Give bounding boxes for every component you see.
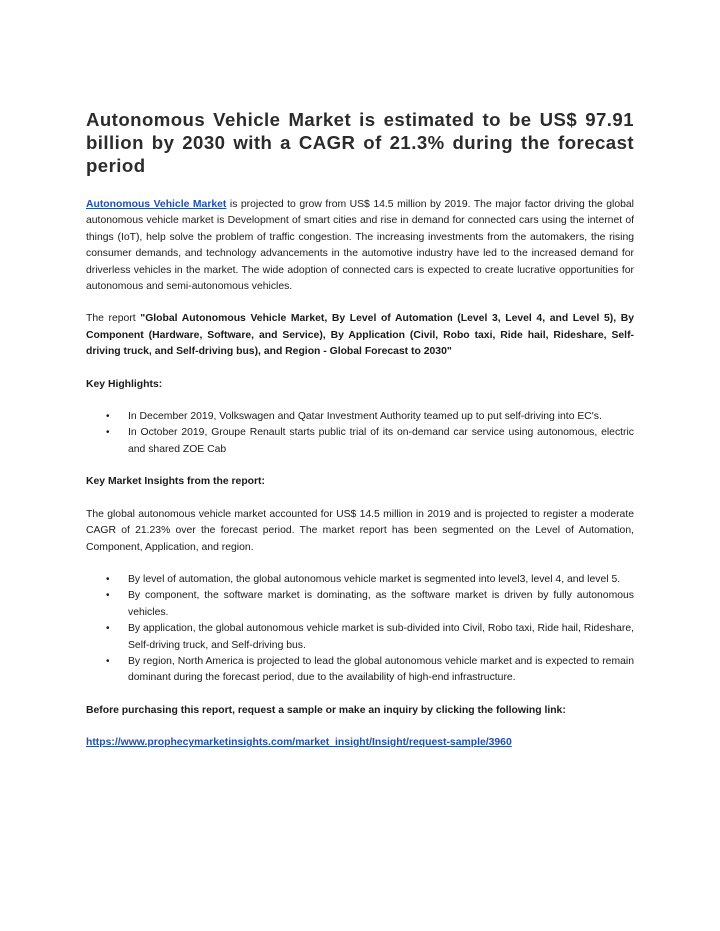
cta-url-line [86, 735, 634, 751]
bullet-icon: • [106, 573, 110, 585]
intro-paragraph [86, 197, 634, 295]
report-prefix: The report [86, 313, 141, 325]
bullet-icon: • [106, 427, 110, 439]
insights-heading: Key Market Insights from the report: [86, 476, 265, 488]
list-item [106, 425, 634, 458]
list-item [106, 654, 634, 687]
intro-text: is projected to grow from US$ 14.5 million by 2019. The major factor driving the global autonomous vehicle market is Development of smart cities and rise in demand for connected cars using the internet of things (IoT), help solve the problem of traffic congestion. The increasing investments from the automakers, the rising consumer demands, and technology advancements in the automotive industry have led to the increased demand for driverless vehicles in the market. The wide adoption of connected cars is expected to create lucrative opportunities for autonomous and semi-autonomous vehicles. [86, 199, 634, 293]
bullet-icon: • [106, 590, 110, 602]
request-sample-link[interactable]: https://www.prophecymarketinsights.com/market_insight/Insight/request-sample/3960 [86, 737, 512, 749]
market-link[interactable]: Autonomous Vehicle Market [86, 199, 227, 210]
list-item-text: In December 2019, Volkswagen and Qatar Investment Authority teamed up to put self-driving into EC's. [128, 411, 602, 423]
list-item [106, 621, 634, 654]
insights-list [86, 572, 634, 687]
bullet-icon: • [106, 623, 110, 635]
cta-text: Before purchasing this report, request a sample or make an inquiry by clicking the following link: [86, 704, 566, 716]
list-item [106, 588, 634, 621]
list-item-text: By component, the software market is dominating, as the software market is driven by fully autonomous vehicles. [128, 590, 634, 618]
list-item [106, 409, 634, 425]
report-title: "Global Autonomous Vehicle Market, By Level of Automation (Level 3, Level 4, and Level 5), By Component (Hardware, Software, and Service), By Application (Civil, Robo taxi, Ride hail, Rideshare, Self-driving truck, and Self-driving bus), and Region - Global Forecast to 2030" [86, 313, 634, 358]
bullet-icon: • [106, 655, 110, 667]
list-item-text: In October 2019, Groupe Renault starts public trial of its on-demand car service using autonomous, electric and shared ZOE Cab [128, 427, 634, 455]
list-item-text: By level of automation, the global autonomous vehicle market is segmented into level3, level 4, and level 5. [128, 573, 621, 585]
report-paragraph [86, 311, 634, 360]
list-item-text: By region, North America is projected to lead the global autonomous vehicle market and is expected to remain dominant during the forecast period, due to the availability of high-end infrastructure. [128, 655, 634, 684]
list-item-text: By application, the global autonomous vehicle market is sub-divided into Civil, Robo taxi, Ride hail, Rideshare, Self-driving truck, and Self-driving bus. [128, 623, 634, 651]
document-title: Autonomous Vehicle Market is estimated to be US$ 97.91 billion by 2030 with a CAGR of 21.3% during the forecast period [86, 109, 634, 176]
key-highlights-heading: Key Highlights: [86, 378, 163, 390]
key-highlights-list [86, 409, 634, 458]
list-item [106, 572, 634, 588]
insights-paragraph: The global autonomous vehicle market accounted for US$ 14.5 million in 2019 and is projected to register a moderate CAGR of 21.23% over the forecast period. The market report has been segmented on the Level of Automation, Component, Application, and region. [86, 508, 634, 553]
bullet-icon: • [106, 411, 110, 423]
